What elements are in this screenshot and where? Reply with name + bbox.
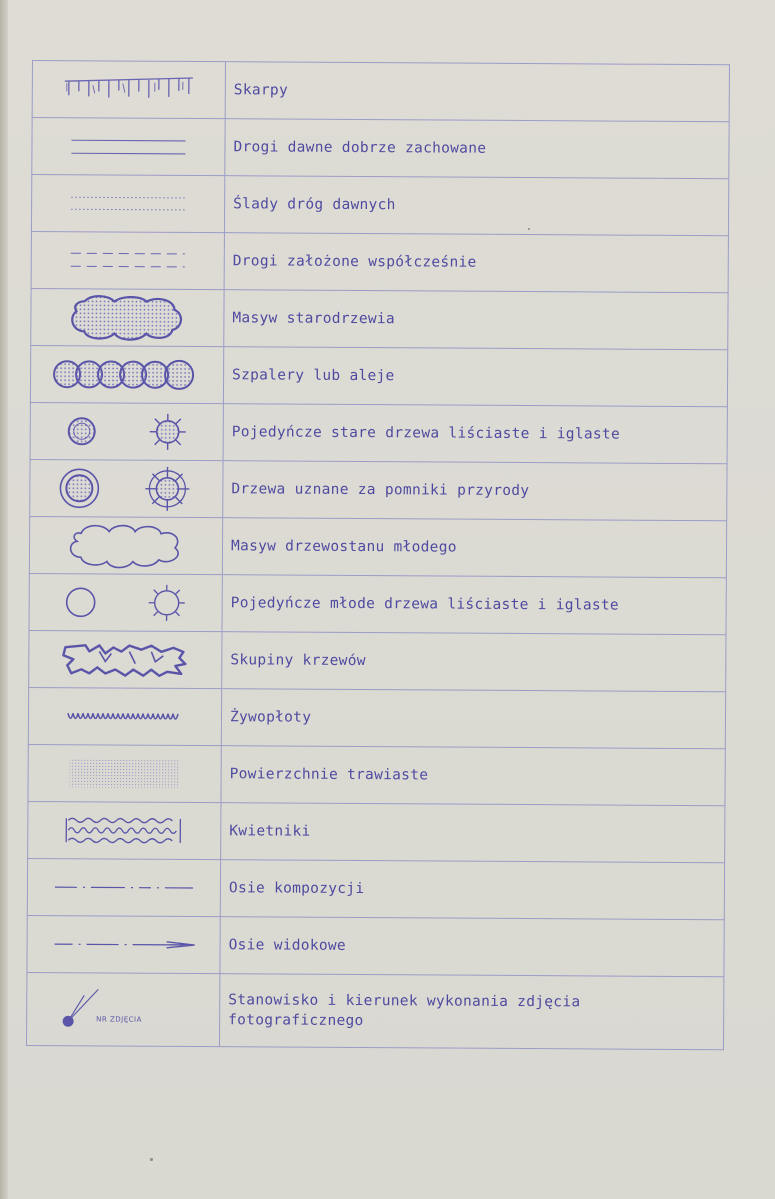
map-legend [26,60,730,1084]
dashed-lines-icon [63,245,193,276]
legend-symbol-cell [29,516,222,574]
legend-label: Drogi dawne dobrze zachowane [225,119,729,179]
legend-row [32,61,729,122]
photo-number-label: NR ZDJĘCIA [96,1015,142,1024]
legend-symbol-cell [32,61,225,119]
legend-row [29,630,726,691]
grass-area-icon [60,753,190,794]
legend-row [31,231,728,292]
legend-row [29,516,726,577]
hedge-icon [60,701,190,732]
paper-speck [150,1158,153,1161]
legend-symbol-cell [28,801,221,859]
view-axis-icon [49,929,199,960]
legend-symbol-cell [29,630,222,688]
flower-bed-icon [54,810,194,851]
legend-row [30,402,727,463]
composition-axis-icon [49,872,199,903]
legend-label: Powierzchnie trawiaste [221,746,725,806]
monument-trees-icon [51,462,201,515]
single-old-trees-icon [52,407,202,456]
legend-symbol-cell [26,972,219,1046]
legend-row [29,573,726,634]
legend-symbol-cell [31,175,224,233]
young-tree-mass-icon [61,519,191,572]
legend-row [28,744,725,805]
legend-label: Osie kompozycji [220,860,724,920]
legend-label: Skupiny krzewów [222,632,726,692]
legend-label: Osie widokowe [220,917,724,977]
legend-table [26,60,730,1050]
shrub-group-icon [55,637,195,682]
legend-label: Żywopłoty [221,689,725,749]
legend-label: Stanowisko i kierunek wykonania zdjęcia fotograficznego [219,974,723,1050]
legend-label: Pojedyńcze stare drzewa liściaste i iglaste [223,404,727,464]
legend-label: Pojedyńcze młode drzewa liściaste i iglaste [222,575,726,635]
legend-label: Masyw starodrzewia [224,290,728,350]
legend-symbol-cell [30,345,223,403]
legend-row [31,288,728,349]
legend-symbol-cell [29,573,222,631]
legend-row [28,801,725,862]
legend-label: Ślady dróg dawnych [224,176,728,236]
legend-row [30,459,727,520]
dotted-lines-icon [63,188,193,219]
legend-label: Masyw drzewostanu młodego [222,518,726,578]
scarp-icon [59,69,199,110]
double-line-icon [63,131,193,162]
legend-row [26,972,723,1049]
legend-symbol-cell [30,459,223,517]
alley-row-icon [47,354,207,395]
legend-symbol-cell [32,118,225,176]
legend-row [30,345,727,406]
page-edge-shadow [0,0,8,1199]
legend-row [28,687,725,748]
legend-symbol-cell [28,744,221,802]
legend-label: Drogi założone współcześnie [224,233,728,293]
legend-label: Drzewa uznane za pomniki przyrody [223,461,727,521]
legend-label: Szpalery lub aleje [223,347,727,407]
legend-row [31,175,728,236]
legend-symbol-cell [31,288,224,346]
legend-row [32,118,729,179]
old-tree-mass-icon [62,291,192,344]
legend-symbol-cell [31,231,224,289]
legend-symbol-cell [27,858,220,916]
legend-label: Skarpy [225,62,729,122]
single-young-trees-icon [51,578,201,627]
legend-symbol-cell [30,402,223,460]
legend-label: Kwietniki [221,803,725,863]
legend-row [27,858,724,919]
photo-position-icon [48,981,198,1038]
legend-symbol-cell [28,687,221,745]
legend-row [27,915,724,976]
legend-symbol-cell [27,915,220,973]
